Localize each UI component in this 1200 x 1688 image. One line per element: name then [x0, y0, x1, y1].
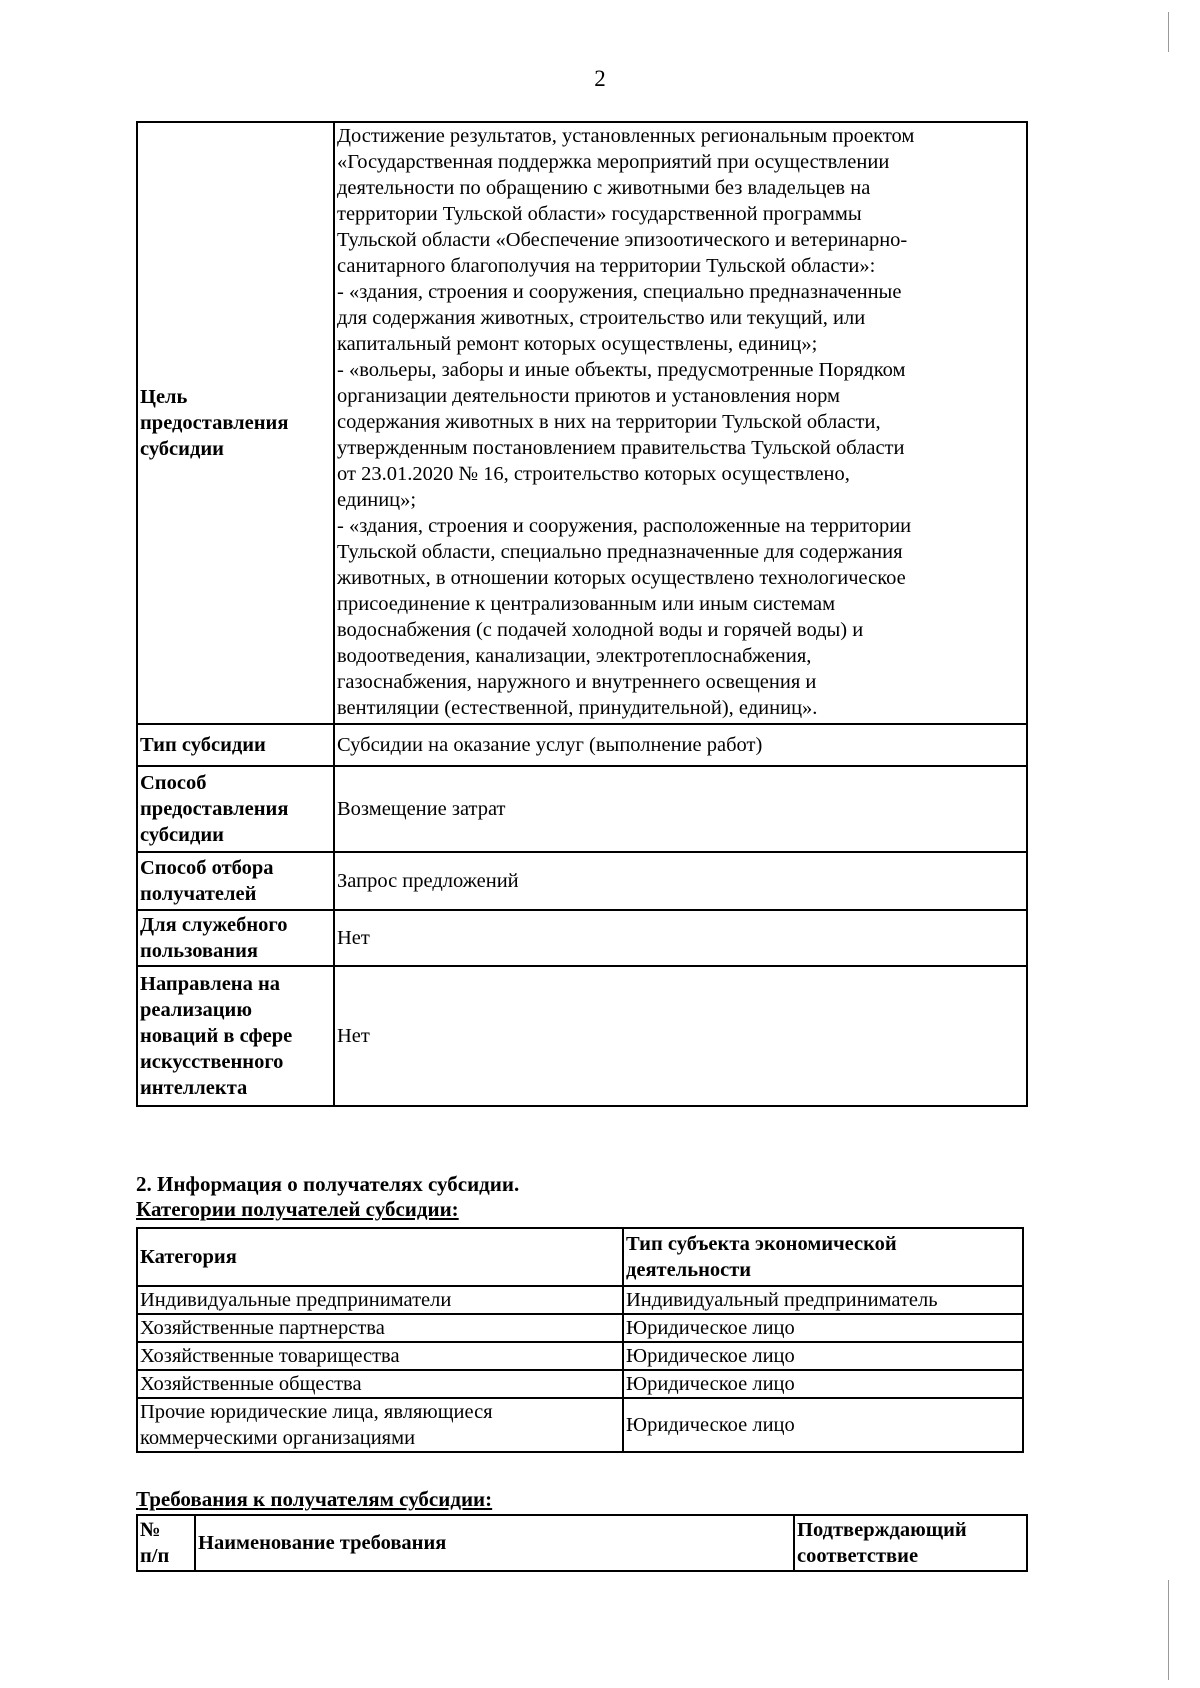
goal-text-line: деятельности по обращению с животными без владельцев на — [337, 177, 871, 199]
ai-label-line: реализацию — [140, 999, 253, 1021]
official-label-line: пользования — [140, 940, 259, 962]
type-cell: Юридическое лицо — [623, 1342, 1023, 1370]
selection-label-line: получателей — [140, 883, 257, 905]
category-line: коммерческими организациями — [140, 1427, 416, 1449]
selection-value-cell: Запрос предложений — [334, 852, 1027, 910]
goal-label-line: Цель — [140, 386, 188, 408]
ai-label-line: Направлена на — [140, 973, 281, 995]
scan-edge-line — [1168, 12, 1169, 52]
page-number: 2 — [594, 66, 606, 91]
official-value-cell: Нет — [334, 910, 1027, 966]
header-name: Наименование требования — [195, 1515, 794, 1571]
goal-text-line: газоснабжения, наружного и внутреннего освещения и — [337, 671, 817, 693]
goal-text-line: Тульской области, специально предназначенные для содержания — [337, 541, 903, 563]
selection-label-cell — [137, 852, 334, 910]
requirements-table — [136, 1514, 1028, 1572]
ai-label-cell — [137, 966, 334, 1106]
header-type-line: Тип субъекта экономической — [626, 1233, 897, 1255]
type-label-cell: Тип субсидии — [137, 724, 334, 766]
header-confirm-line: Подтверждающий — [797, 1519, 967, 1541]
selection-label-line: Способ отбора — [140, 857, 274, 879]
goal-text-line: Тульской области «Обеспечение эпизоотического и ветеринарно- — [337, 229, 908, 251]
goal-text-line: капитальный ремонт которых осуществлены, единиц»; — [337, 333, 818, 355]
header-confirm — [794, 1515, 1027, 1571]
type-cell: Индивидуальный предприниматель — [623, 1286, 1023, 1314]
table-row — [137, 122, 1027, 724]
table-row — [137, 1342, 1023, 1370]
goal-text-line: - «вольеры, заборы и иные объекты, предусмотренные Порядком — [337, 359, 906, 381]
goal-label-line: предоставления — [140, 412, 289, 434]
goal-text-line: вентиляции (естественной, принудительной), единиц». — [337, 697, 818, 719]
table-header-row — [137, 1515, 1027, 1571]
goal-text-line: для содержания животных, строительство или текущий, или — [337, 307, 866, 329]
table-row — [137, 852, 1027, 910]
goal-text-line: утвержденным постановлением правительства Тульской области — [337, 437, 905, 459]
ai-label-line: новаций в сфере — [140, 1025, 293, 1047]
table-row — [137, 1314, 1023, 1342]
header-confirm-line: соответствие — [797, 1545, 919, 1567]
category-line: Прочие юридические лица, являющиеся — [140, 1401, 493, 1423]
goal-text-cell — [334, 122, 1027, 724]
goal-text-line: водоснабжения (с подачей холодной воды и горячей воды) и — [337, 619, 864, 641]
method-label-line: предоставления — [140, 798, 289, 820]
table-row — [137, 766, 1027, 852]
requirements-title: Требования к получателям субсидии: — [136, 1487, 493, 1511]
goal-text-line: - «здания, строения и сооружения, специально предназначенные — [337, 281, 902, 303]
method-label-line: субсидии — [140, 824, 224, 846]
category-cell: Хозяйственные товарищества — [137, 1342, 623, 1370]
table-header-row — [137, 1228, 1023, 1286]
header-num-line: п/п — [140, 1545, 170, 1567]
goal-text-line: «Государственная поддержка мероприятий при осуществлении — [337, 151, 890, 173]
method-label-cell — [137, 766, 334, 852]
table-row — [137, 724, 1027, 766]
goal-text-line: санитарного благополучия на территории Тульской области»: — [337, 255, 876, 277]
method-value-cell: Возмещение затрат — [334, 766, 1027, 852]
category-cell — [137, 1398, 623, 1452]
header-type — [623, 1228, 1023, 1286]
goal-text-line: - «здания, строения и сооружения, расположенные на территории — [337, 515, 912, 537]
category-cell: Хозяйственные партнерства — [137, 1314, 623, 1342]
goal-text-line: единиц»; — [337, 489, 417, 511]
goal-text-line: присоединение к централизованным или иным системам — [337, 593, 836, 615]
categories-table — [136, 1227, 1024, 1453]
subsidy-info-table — [136, 121, 1028, 1107]
goal-text-line: территории Тульской области» государственной программы — [337, 203, 862, 225]
goal-text-line: содержания животных в них на территории Тульской области, — [337, 411, 881, 433]
header-num-line: № — [140, 1519, 161, 1541]
table-row — [137, 1286, 1023, 1314]
goal-text-line: от 23.01.2020 № 16, строительство которых осуществлено, — [337, 463, 850, 485]
table-row — [137, 910, 1027, 966]
header-category: Категория — [137, 1228, 623, 1286]
type-cell: Юридическое лицо — [623, 1314, 1023, 1342]
official-label-line: Для служебного — [140, 914, 288, 936]
categories-title: Категории получателей субсидии: — [136, 1197, 459, 1221]
goal-text-line: Достижение результатов, установленных региональным проектом — [337, 125, 915, 147]
method-label-line: Способ — [140, 772, 207, 794]
goal-text-line: водоотведения, канализации, электротеплоснабжения, — [337, 645, 812, 667]
ai-label-line: интеллекта — [140, 1077, 248, 1099]
table-row — [137, 966, 1027, 1106]
goal-text-line: организации деятельности приютов и установления норм — [337, 385, 840, 407]
official-label-cell — [137, 910, 334, 966]
table-row — [137, 1398, 1023, 1452]
category-cell: Индивидуальные предприниматели — [137, 1286, 623, 1314]
table-row — [137, 1370, 1023, 1398]
scan-edge-line — [1168, 1580, 1169, 1680]
type-cell: Юридическое лицо — [623, 1370, 1023, 1398]
goal-label-line: субсидии — [140, 438, 224, 460]
header-num — [137, 1515, 195, 1571]
category-cell: Хозяйственные общества — [137, 1370, 623, 1398]
ai-value-cell: Нет — [334, 966, 1027, 1106]
goal-text-line: животных, в отношении которых осуществлено технологическое — [337, 567, 906, 589]
ai-label-line: искусственного — [140, 1051, 284, 1073]
type-value-cell: Субсидии на оказание услуг (выполнение работ) — [334, 724, 1027, 766]
header-type-line: деятельности — [626, 1259, 752, 1281]
type-cell: Юридическое лицо — [623, 1398, 1023, 1452]
section-title: 2. Информация о получателях субсидии. — [136, 1172, 520, 1196]
goal-label-cell — [137, 122, 334, 724]
